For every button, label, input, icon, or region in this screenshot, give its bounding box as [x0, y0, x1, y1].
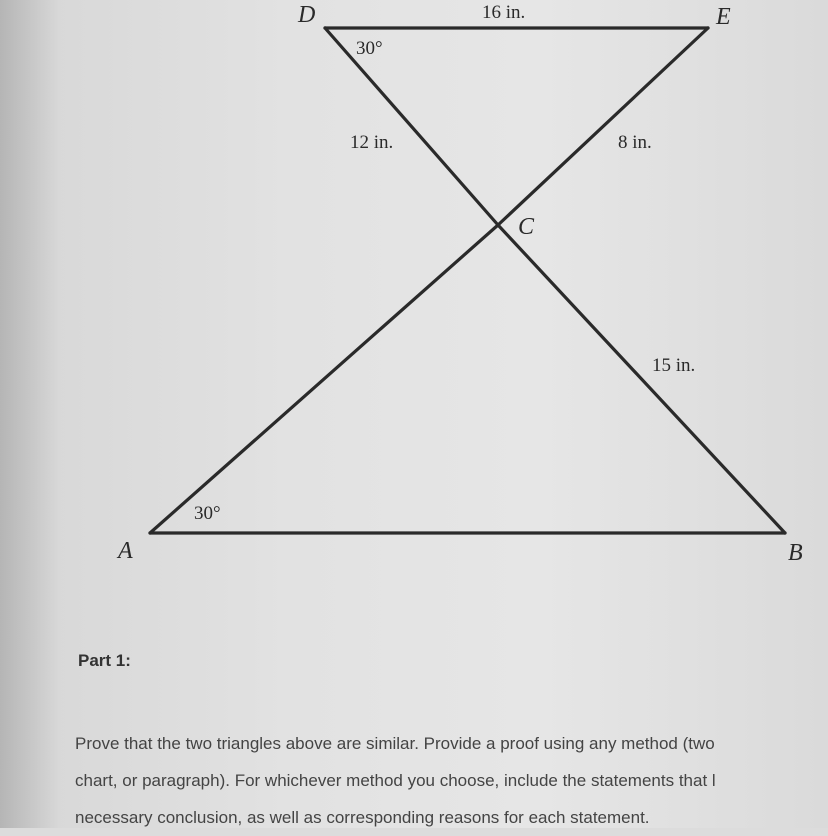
segment-ca: [150, 225, 498, 533]
segment-cb: [498, 225, 785, 533]
vertex-label-b: B: [788, 540, 803, 566]
vertex-label-e: E: [716, 4, 731, 30]
vertex-label-c: C: [518, 214, 535, 240]
angle-label-d: 30°: [356, 38, 383, 59]
segment-ec: [498, 28, 708, 225]
instruction-line: Prove that the two triangles above are similar. Provide a proof using any method (two: [75, 734, 715, 753]
segment-dc: [325, 28, 498, 225]
length-label-ec: 8 in.: [618, 132, 652, 153]
vertex-label-a: A: [118, 538, 133, 564]
vertex-label-d: D: [298, 2, 316, 28]
length-label-dc: 12 in.: [350, 132, 394, 153]
instruction-line: necessary conclusion, as well as corresponding reasons for each statement.: [75, 808, 650, 827]
length-label-cb: 15 in.: [652, 355, 696, 376]
angle-label-a: 30°: [194, 503, 221, 524]
part-title: Part 1:: [78, 651, 131, 670]
length-label-de: 16 in.: [482, 2, 526, 23]
question-instructions: [75, 725, 828, 836]
instruction-line: chart, or paragraph). For whichever method you choose, include the statements that l: [75, 771, 716, 790]
